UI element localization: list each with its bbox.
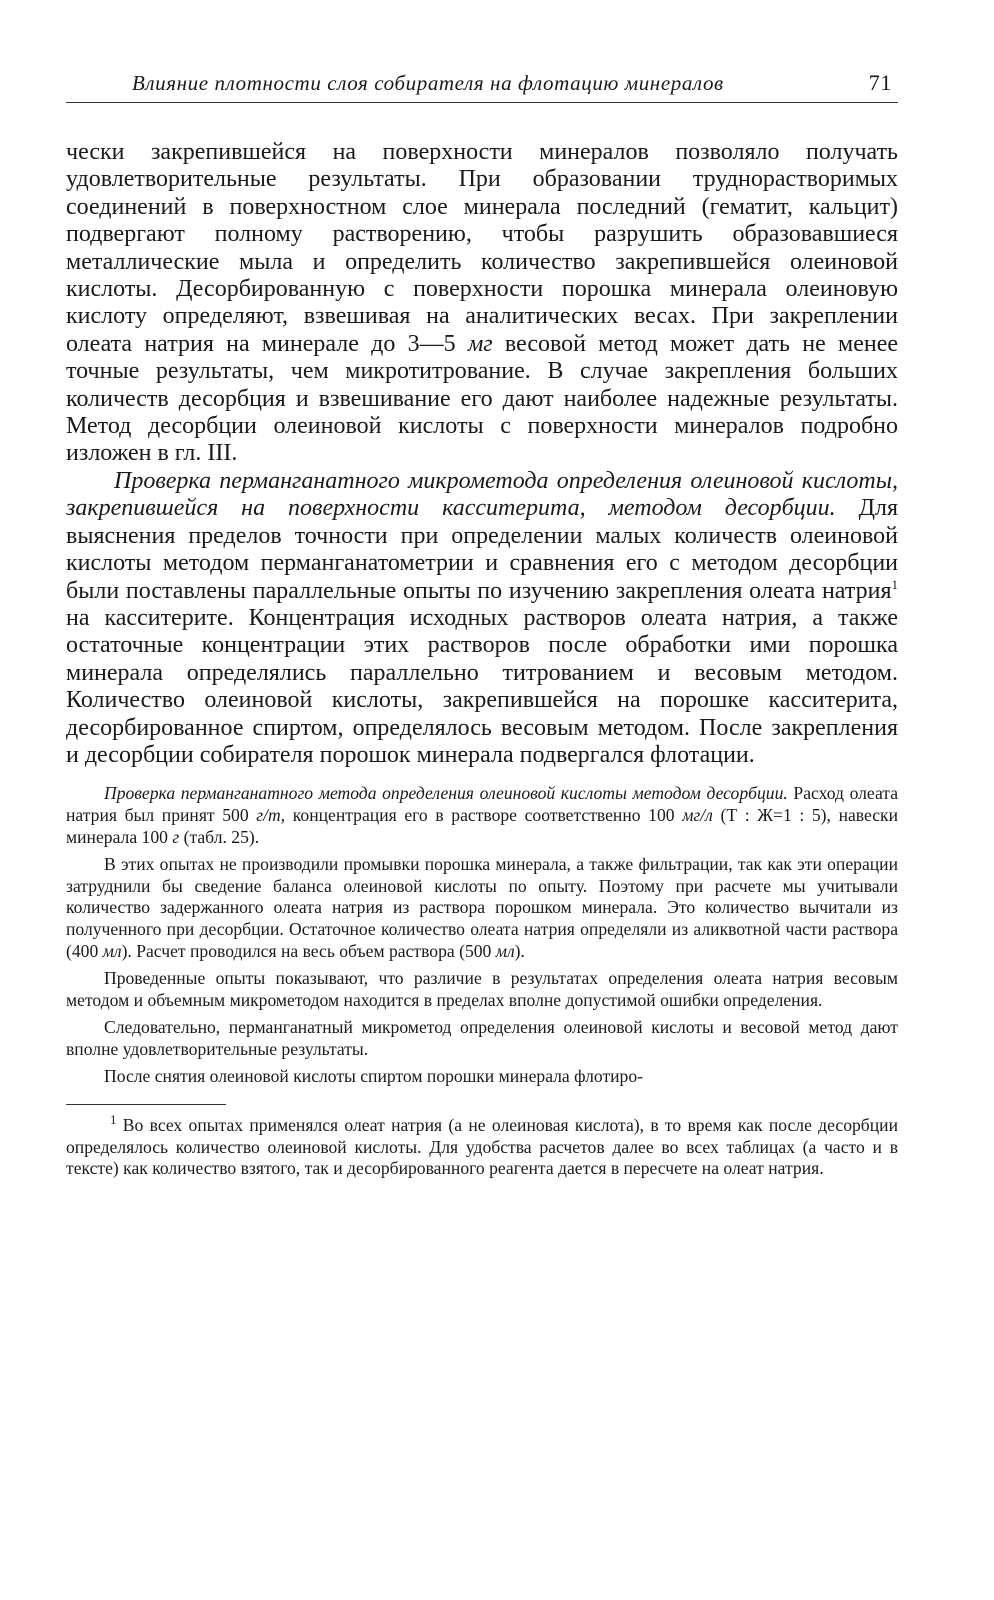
section-heading-microtest: Проверка перманганатного микрометода определения олеиновой кислоты, закрепившейся на поверхности касситерита, методом десорбции. — [66, 467, 898, 522]
footnote-ref: 1 — [891, 576, 898, 592]
main-text — [66, 139, 898, 769]
footnote — [66, 1112, 898, 1180]
footnote-divider — [66, 1104, 226, 1105]
page — [66, 70, 898, 1180]
footnote-body: Во всех опытах применялся олеат натрия (а не олеиновая кислота), в то время как после десорбции определялось количество олеиновой кислоты. Для удобства расчетов далее во всех таблицах (а часто и в тексте) как количество взятого, так и десорбированного реагента дается в пересчете на олеат натрия. — [66, 1115, 898, 1179]
small-paragraph-1-text-d: (табл. 25). — [183, 826, 260, 847]
unit-mg: мг — [467, 330, 493, 357]
small-paragraph-2-text-c: ). — [514, 940, 525, 961]
small-paragraph-2-text-a: В этих опытах не производили промывки порошка минерала, а также фильтрации, так как эти операции затруднили бы сведение баланса олеиновой кислоты по опыту. Поэтому при расчете мы учитывали количество задержанного олеата натрия из раствора порошком минерала. Это количество вычитали из полученного при десорбции. Остаточное количество олеата натрия определяли из аликвотной части раствора (400 — [66, 854, 898, 961]
small-section-heading: Проверка перманганатного метода определения олеиновой кислоты методом десорбции. — [104, 783, 788, 804]
small-paragraph-1 — [66, 783, 898, 848]
paragraph-1-text-b: весовой метод может дать не менее точные результаты, чем микротитрование. В случае закрепления больших количеств десорбция и взвешивание его дают наиболее надежные результаты. Метод десорбции олеиновой кислоты с поверхности минералов подробно изложен в гл. III. — [66, 330, 899, 467]
small-paragraph-1-text-c: (Т : Ж=1 : 5), навески минерала 100 — [66, 804, 899, 847]
small-paragraph-1-text-b: , концентрация его в растворе соответственно 100 — [280, 804, 675, 825]
small-paragraph-4: Следовательно, перманганатный микрометод определения олеиновой кислоты и весовой метод дают вполне удовлетворительные результаты. — [66, 1017, 898, 1059]
paragraph-1 — [66, 139, 898, 468]
small-paragraph-5: После снятия олеиновой кислоты спиртом порошки минерала флотиро- — [104, 1066, 644, 1087]
footnote-mark: 1 — [110, 1112, 117, 1128]
unit-ml-1: мл — [102, 940, 122, 961]
unit-g-per-t: г/т — [256, 804, 281, 825]
running-header — [66, 70, 898, 103]
small-paragraph-3: Проведенные опыты показывают, что различие в результатах определения олеата натрия весовым методом и объемным микрометодом находится в пределах вполне допустимой ошибки определения. — [66, 968, 898, 1010]
small-paragraph-2 — [66, 854, 898, 962]
paragraph-1-text-a: чески закрепившейся на поверхности минералов позволяло получать удовлетворительные результаты. При образовании труднорастворимых соединений в поверхностном слое минерала последний (гематит, кальцит) подвергают полному растворению, чтобы разрушить образовавшиеся металлические мыла и определить количество закрепившейся олеиновой кислоты. Десорбированную с поверхности порошка минерала олеиновую кислоту определяют, взвешивая на аналитических весах. При закреплении олеата натрия на минерале до 3—5 — [66, 139, 898, 357]
unit-ml-2: мл — [495, 940, 515, 961]
unit-mg-per-l: мг/л — [682, 804, 713, 825]
footnote-text — [66, 1112, 898, 1180]
unit-g: г — [172, 826, 180, 847]
page-number: 71 — [868, 70, 892, 95]
small-print-section — [66, 783, 898, 1088]
paragraph-2-text-a: Для выяснения пределов точности при определении малых количеств олеиновой кислоты методом перманганатометрии и сравнения его с методом десорбции были поставлены параллельные опыты по изучению закрепления олеата натрия — [66, 495, 898, 604]
paragraph-2 — [66, 468, 898, 769]
running-title: Влияние плотности слоя собирателя на флотацию минералов — [132, 71, 724, 95]
small-paragraph-1-text-a: Расход олеата натрия был принят 500 — [66, 783, 899, 825]
paragraph-2-text-b: на касситерите. Концентрация исходных растворов олеата натрия, а также остаточные концентрации этих растворов после обработки ими порошка минерала определялись параллельно титрованием и весовым методом. Количество олеиновой кислоты, закрепившейся на порошке касситерита, десорбированное спиртом, определялось весовым методом. После закрепления и десорбции собирателя порошок минерала подвергался флотации. — [66, 604, 898, 768]
small-paragraph-2-text-b: ). Расчет проводился на весь объем раствора (500 — [121, 940, 492, 961]
